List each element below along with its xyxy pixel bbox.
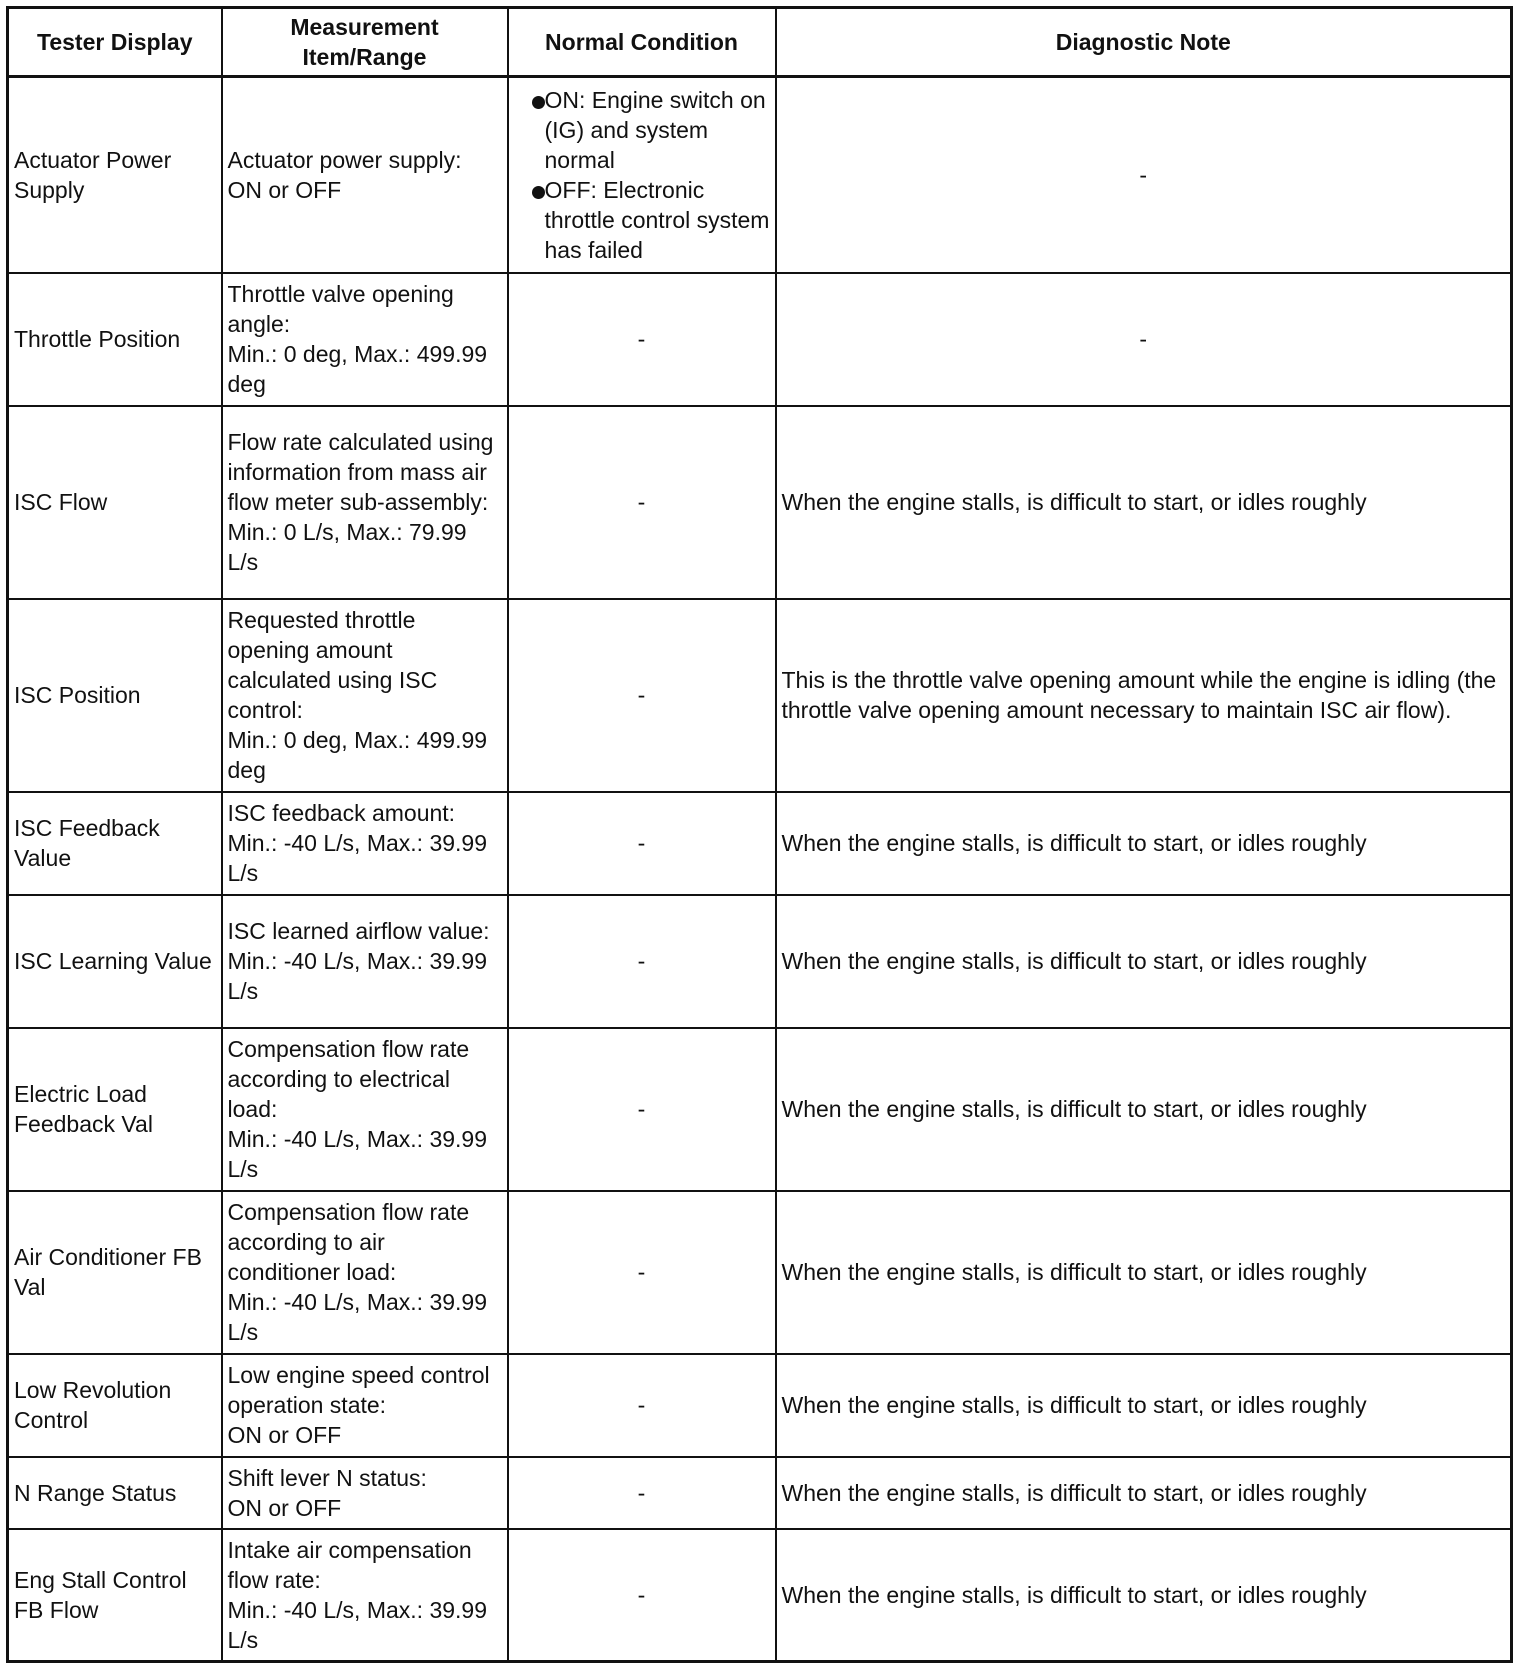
cell-tester-display: Throttle Position — [8, 273, 222, 406]
cell-measurement: Actuator power supply: ON or OFF — [222, 77, 508, 273]
table-row — [8, 1457, 1512, 1529]
cell-normal-condition: - — [508, 895, 776, 1028]
table-row — [8, 1529, 1512, 1662]
table-row — [8, 895, 1512, 1028]
cell-tester-display: Low Revolution Control — [8, 1354, 222, 1457]
cell-tester-display: ISC Position — [8, 599, 222, 792]
list-item: ON: Engine switch on (IG) and system normal — [514, 85, 770, 175]
cell-tester-display: Eng Stall Control FB Flow — [8, 1529, 222, 1662]
cell-measurement: Compensation flow rate according to air conditioner load: Min.: -40 L/s, Max.: 39.99 L/s — [222, 1191, 508, 1354]
data-list-table — [6, 6, 1513, 1663]
cell-diagnostic-note: This is the throttle valve opening amount while the engine is idling (the throttle valve opening amount necessary to maintain ISC air flow). — [776, 599, 1512, 792]
cell-measurement: ISC learned airflow value: Min.: -40 L/s, Max.: 39.99 L/s — [222, 895, 508, 1028]
cell-tester-display: Actuator Power Supply — [8, 77, 222, 273]
cell-diagnostic-note: When the engine stalls, is difficult to start, or idles roughly — [776, 1028, 1512, 1191]
cell-measurement: Intake air compensation flow rate: Min.: -40 L/s, Max.: 39.99 L/s — [222, 1529, 508, 1662]
cell-normal-condition — [508, 77, 776, 273]
cell-diagnostic-note: When the engine stalls, is difficult to start, or idles roughly — [776, 895, 1512, 1028]
cell-normal-condition: - — [508, 599, 776, 792]
table-row — [8, 406, 1512, 599]
header-measurement: Measurement Item/Range — [222, 8, 508, 77]
cell-measurement: Shift lever N status: ON or OFF — [222, 1457, 508, 1529]
cell-diagnostic-note: When the engine stalls, is difficult to start, or idles roughly — [776, 792, 1512, 895]
table-row — [8, 273, 1512, 406]
normal-condition-list — [514, 85, 770, 265]
header-tester-display: Tester Display — [8, 8, 222, 77]
cell-measurement: Flow rate calculated using information from mass air flow meter sub-assembly: Min.: 0 L/s, Max.: 79.99 L/s — [222, 406, 508, 599]
table-row — [8, 599, 1512, 792]
cell-measurement: Throttle valve opening angle: Min.: 0 deg, Max.: 499.99 deg — [222, 273, 508, 406]
cell-normal-condition: - — [508, 792, 776, 895]
cell-diagnostic-note: When the engine stalls, is difficult to start, or idles roughly — [776, 1191, 1512, 1354]
cell-tester-display: ISC Flow — [8, 406, 222, 599]
cell-diagnostic-note: When the engine stalls, is difficult to start, or idles roughly — [776, 1457, 1512, 1529]
cell-normal-condition: - — [508, 1191, 776, 1354]
table-row — [8, 77, 1512, 273]
list-item: OFF: Electronic throttle control system has failed — [514, 175, 770, 265]
header-row — [8, 8, 1512, 77]
cell-normal-condition: - — [508, 1529, 776, 1662]
cell-tester-display: ISC Feedback Value — [8, 792, 222, 895]
cell-diagnostic-note: - — [776, 273, 1512, 406]
cell-normal-condition: - — [508, 1354, 776, 1457]
header-normal-condition: Normal Condition — [508, 8, 776, 77]
cell-measurement: Compensation flow rate according to electrical load: Min.: -40 L/s, Max.: 39.99 L/s — [222, 1028, 508, 1191]
table-row — [8, 792, 1512, 895]
cell-diagnostic-note: When the engine stalls, is difficult to start, or idles roughly — [776, 1354, 1512, 1457]
cell-measurement: ISC feedback amount: Min.: -40 L/s, Max.: 39.99 L/s — [222, 792, 508, 895]
cell-tester-display: Electric Load Feedback Val — [8, 1028, 222, 1191]
cell-tester-display: N Range Status — [8, 1457, 222, 1529]
cell-measurement: Requested throttle opening amount calculated using ISC control: Min.: 0 deg, Max.: 499.99 deg — [222, 599, 508, 792]
bullet-icon — [532, 96, 545, 109]
cell-normal-condition: - — [508, 406, 776, 599]
cell-tester-display: ISC Learning Value — [8, 895, 222, 1028]
table-row — [8, 1028, 1512, 1191]
cell-diagnostic-note: - — [776, 77, 1512, 273]
header-diagnostic-note: Diagnostic Note — [776, 8, 1512, 77]
cell-tester-display: Air Conditioner FB Val — [8, 1191, 222, 1354]
table-row — [8, 1191, 1512, 1354]
cell-normal-condition: - — [508, 273, 776, 406]
cell-normal-condition: - — [508, 1028, 776, 1191]
cell-diagnostic-note: When the engine stalls, is difficult to start, or idles roughly — [776, 1529, 1512, 1662]
table-row — [8, 1354, 1512, 1457]
cell-measurement: Low engine speed control operation state: ON or OFF — [222, 1354, 508, 1457]
cell-diagnostic-note: When the engine stalls, is difficult to start, or idles roughly — [776, 406, 1512, 599]
bullet-icon — [532, 186, 545, 199]
cell-normal-condition: - — [508, 1457, 776, 1529]
